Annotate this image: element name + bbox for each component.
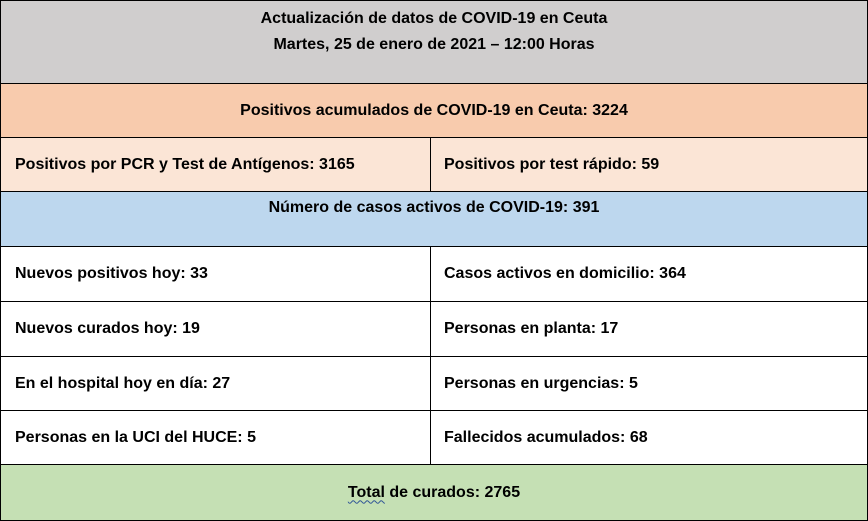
stat-cell-left <box>0 301 431 357</box>
casos-activos-row <box>0 191 868 247</box>
spellcheck-word: Total <box>347 483 385 501</box>
stat-cell-left <box>0 356 431 412</box>
stat-cell-right <box>430 410 868 466</box>
positivos-acumulados-row <box>0 83 868 138</box>
positivos-pcr-cell <box>0 137 431 192</box>
total-curados-text <box>348 484 520 502</box>
positivos-rapido-text: Positivos por test rápido: 59 <box>444 155 660 173</box>
positivos-acumulados-text: Positivos acumulados de COVID-19 en Ceuta: 3224 <box>240 101 628 119</box>
positivos-pcr-text: Positivos por PCR y Test de Antígenos: 3165 <box>15 155 355 173</box>
stat-text: Fallecidos acumulados: 68 <box>444 429 648 446</box>
total-curados-row <box>0 464 868 521</box>
stat-cell-left <box>0 410 431 466</box>
stat-cell-right <box>430 301 868 357</box>
stat-text: Casos activos en domicilio: 364 <box>444 265 686 282</box>
report-title: Actualización de datos de COVID-19 en Ceuta <box>260 10 608 27</box>
stat-cell-right <box>430 356 868 412</box>
report-header <box>0 0 868 84</box>
stat-text: Nuevos curados hoy: 19 <box>15 320 200 337</box>
stat-text: Personas en la UCI del HUCE: 5 <box>15 429 256 446</box>
stat-text: Personas en planta: 17 <box>444 320 619 337</box>
stat-text: Personas en urgencias: 5 <box>444 375 638 392</box>
stat-cell-left <box>0 246 431 302</box>
stat-text: En el hospital hoy en día: 27 <box>15 375 231 392</box>
positivos-rapido-cell <box>430 137 868 192</box>
stat-text: Nuevos positivos hoy: 33 <box>15 265 208 282</box>
total-curados-rest: de curados: 2765 <box>384 483 521 501</box>
stat-cell-right <box>430 246 868 302</box>
casos-activos-text: Número de casos activos de COVID-19: 391 <box>268 199 600 216</box>
report-date: Martes, 25 de enero de 2021 – 12:00 Horas <box>273 36 595 53</box>
